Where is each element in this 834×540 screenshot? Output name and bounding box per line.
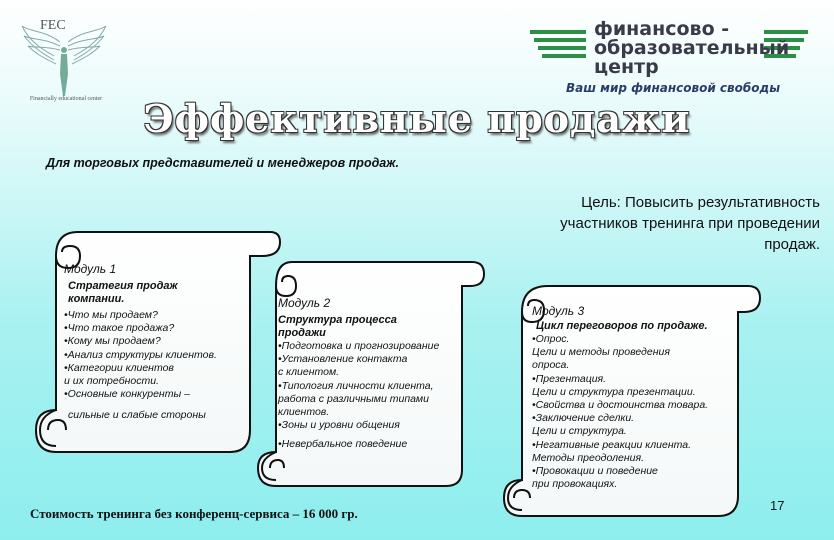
list-item: [64, 401, 248, 409]
brand-line-1: финансово -: [594, 18, 730, 40]
module-items: [64, 309, 248, 423]
list-item: Цели и структура презентации.: [532, 385, 696, 398]
page-title: Эффективные продажи: [143, 96, 691, 141]
list-item: с клиентом.: [278, 366, 340, 379]
list-item: •Провокации и поведение: [532, 465, 658, 478]
list-item: •Свойства и достоинства товара.: [532, 399, 709, 412]
module-heading: Цикл переговоров по продаже.: [536, 320, 708, 332]
goal-line: участников тренинга при проведении: [560, 215, 820, 232]
module-label: Модуль 1: [64, 262, 117, 276]
list-item: •Установление контакта: [278, 353, 408, 366]
list-item: при провокациях.: [532, 478, 618, 491]
list-item: сильные и слабые стороны: [68, 409, 206, 422]
list-item: •Что такое продажа?: [64, 322, 175, 335]
fec-logo-name: FEC: [40, 18, 66, 33]
list-item: •Подготовка и прогнозирование: [278, 340, 440, 352]
module-heading: Стратегия продаж: [68, 280, 178, 292]
module-heading: Структура процесса: [278, 314, 397, 326]
list-item: •Зоны и уровни общения: [278, 419, 400, 432]
module-2-content: [278, 296, 460, 452]
list-item: Цели и структура.: [532, 425, 627, 438]
training-price: Стоимость тренинга без конференц-сервиса – 16 000 гр.: [30, 506, 358, 521]
list-item: •Презентация.: [532, 372, 607, 385]
module-label: Модуль 3: [532, 304, 585, 318]
list-item: •Невербальное поведение: [278, 438, 408, 451]
list-item: Цели и методы проведения: [532, 346, 670, 359]
module-3-content: [532, 304, 736, 491]
module-heading: компании.: [68, 293, 125, 305]
list-item: •Анализ структуры клиентов.: [64, 348, 217, 361]
list-item: и их потребности.: [64, 375, 159, 388]
list-item: •Основные конкуренты –: [64, 388, 190, 401]
page-number: 17: [770, 498, 785, 513]
brand-line-2: образовательный: [594, 37, 790, 59]
goal-line: Цель: Повысить результативность: [581, 194, 820, 211]
module-heading: продажи: [278, 327, 326, 339]
goal-line: продаж.: [764, 236, 820, 253]
module-items: [532, 333, 736, 491]
list-item: •Что мы продаем?: [64, 309, 158, 321]
list-item: работа с различными типами: [278, 392, 429, 405]
list-item: •Негативные реакции клиента.: [532, 438, 692, 451]
module-items: [278, 340, 460, 452]
brand-tagline: Ваш мир финансовой свободы: [566, 81, 781, 95]
list-item: •Типология личности клиента,: [278, 379, 434, 392]
list-item: •Опрос.: [532, 333, 570, 345]
list-item: •Категории клиентов: [64, 361, 174, 374]
brand-line-3: центр: [594, 56, 659, 78]
module-1-content: [64, 262, 248, 423]
list-item: •Кому мы продаем?: [64, 335, 161, 348]
module-label: Модуль 2: [278, 296, 331, 310]
list-item: клиентов.: [278, 406, 330, 419]
fec-logo-caption: Financially educational center: [29, 96, 103, 102]
list-item: •Заключение сделки.: [532, 412, 635, 425]
list-item: Методы преодоления.: [532, 451, 644, 464]
list-item: опроса.: [532, 359, 570, 372]
page-subtitle: Для торговых представителей и менеджеров продаж.: [46, 156, 399, 170]
